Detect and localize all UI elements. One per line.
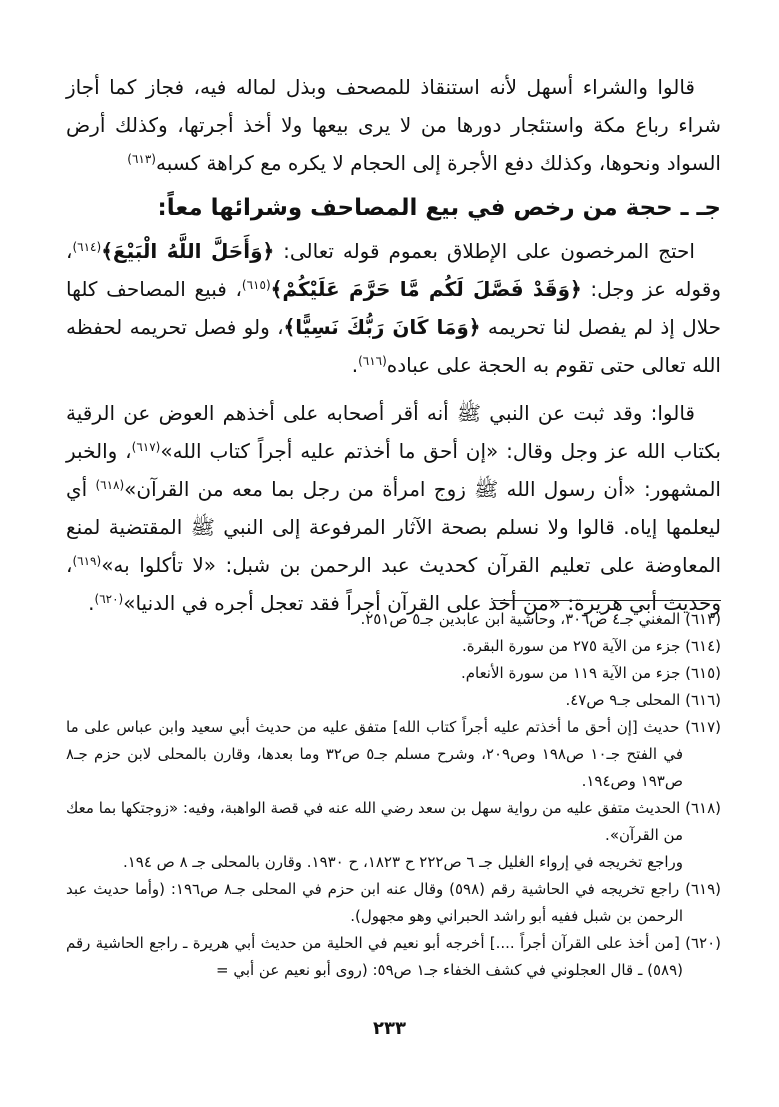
- paragraph-1: [66, 68, 721, 182]
- paragraph-2-text-3: ، فبيع المصاحف كلها حلال إذ لم يفصل لنا تحريمه: [66, 277, 721, 339]
- footnote-616: (٦١٦) المحلى جـ٩ ص٤٧.: [565, 691, 721, 709]
- footnotes: [66, 606, 721, 984]
- footnote-divider: [493, 600, 721, 601]
- footnote-618-continued: وراجع تخريجه في إرواء الغليل جـ ٦ ص٢٢٢ ح ١٨٢٣، ح ١٩٣٠. وقارن بالمحلى جـ ٨ ص ١٩٤.: [122, 853, 683, 871]
- paragraph-2-text-2: ، وقوله عز وجل:: [66, 239, 721, 301]
- footnote-ref-619[interactable]: (٦١٩): [72, 554, 102, 568]
- quran-verse-2: ﴿وَقَدْ فَصَّلَ لَكُم مَّا حَرَّمَ عَلَيْكُمْ﴾: [270, 277, 582, 301]
- paragraph-3-text-1: قالوا: وقد ثبت عن النبي ﷺ أنه أقر أصحابه على أخذهم العوض عن الرقية بكتاب الله عز وجل وقال: «إن أحق ما أخذتم عليه أجراً كتاب الله»: [66, 401, 721, 463]
- paragraph-2: [66, 232, 721, 384]
- paragraph-1-text: قالوا والشراء أسهل لأنه استنقاذ للمصحف وبذل لماله فيه، فجاز كما أجاز شراء رباع مكة واستئجار دورها من لا يرى بيعها ولا أخذ أجرتها، وكذلك أرض السواد ونحوها، وكذلك دفع الأجرة إلى الحجام لا يكره مع كراهة كسبه: [66, 75, 721, 175]
- paragraph-3: [66, 394, 721, 622]
- footnote-ref-615[interactable]: (٦١٥): [241, 278, 271, 292]
- paragraph-3-text-2: ، والخبر المشهور: «أن رسول الله ﷺ زوج امرأة من رجل بما معه من القرآن»: [66, 439, 721, 501]
- footnote-ref-617[interactable]: (٦١٧): [131, 440, 161, 454]
- quran-verse-1: ﴿وَأَحَلَّ اللَّهُ الْبَيْعَ﴾: [101, 239, 275, 263]
- footnote-ref-614[interactable]: (٦١٤): [72, 240, 102, 254]
- footnote-618: (٦١٨) الحديث متفق عليه من رواية سهل بن سعد رضي الله عنه في قصة الواهبة، وفيه: «زوجتكها بما معك من القرآن».: [66, 799, 721, 844]
- paragraph-2-text-5: .: [351, 353, 359, 377]
- paragraph-3-text-3: أي ليعلمها إياه. قالوا ولا نسلم بصحة الآثار المرفوعة إلى النبي ﷺ المقتضية لمنع المعاوضة على تعليم القرآن كحديث عبد الرحمن بن شبل: «لا تأكلوا به»: [66, 477, 721, 577]
- footnote-615: (٦١٥) جزء من الآية ١١٩ من سورة الأنعام.: [460, 664, 721, 682]
- paragraph-3-text-4: ، وحديث أبي هريرة: «من أخذ على القرآن أجراً فقد تعجل أجره في الدنيا»: [66, 553, 721, 615]
- main-text: [66, 68, 721, 622]
- footnote-619: (٦١٩) راجع تخريجه في الحاشية رقم (٥٩٨) وقال عنه ابن حزم في المحلى جـ٨ ص١٩٦: (وأما حديث عبد الرحمن بن شبل ففيه أبو راشد الحبراني وهو مجهول).: [66, 880, 721, 925]
- paragraph-2-text-1: احتج المرخصون على الإطلاق بعموم قوله تعالى:: [274, 239, 695, 263]
- footnote-620: (٦٢٠) [من أخذ على القرآن أجراً ....] أخرجه أبو نعيم في الحلية من حديث أبي هريرة ـ راجع الحاشية رقم (٥٨٩) ـ قال العجلوني في كشف الخفاء جـ١ ص٥٩: (روى أبو نعيم عن أبي =: [66, 934, 721, 979]
- quran-verse-3: ﴿وَمَا كَانَ رَبُّكَ نَسِيًّا﴾: [283, 315, 481, 339]
- footnote-ref-618[interactable]: (٦١٨): [95, 478, 125, 492]
- paragraph-2-text-4: ، ولو فصل تحريمه لحفظه الله تعالى حتى تقوم به الحجة على عباده: [66, 315, 721, 377]
- page-number: ٢٣٣: [373, 1018, 406, 1039]
- footnote-617: (٦١٧) حديث [إن أحق ما أخذتم عليه أجراً كتاب الله] متفق عليه من حديث أبي سعيد وابن عباس على ما في الفتح جـ١٠ ص١٩٨ وص٢٠٩، وشرح مسلم جـ٥ ص٣٢ وما بعدها، وقارن بالمحلى لابن حزم جـ٨ ص١٩٣ وص١٩٤.: [66, 718, 721, 790]
- footnote-613: (٦١٣) المغني جـ٤ ص٣٠٦، وحاشية ابن عابدين جـ٥ ص٢٥١.: [360, 610, 721, 628]
- paragraph-3-text-5: .: [88, 591, 95, 615]
- footnote-ref-616[interactable]: (٦١٦): [358, 354, 387, 368]
- footnote-ref-620[interactable]: (٦٢٠): [94, 592, 124, 606]
- section-heading: جـ ـ حجة من رخص في بيع المصاحف وشرائها معاً:: [157, 195, 721, 221]
- footnote-614: (٦١٤) جزء من الآية ٢٧٥ من سورة البقرة.: [461, 637, 721, 655]
- footnote-ref-613[interactable]: (٦١٣): [127, 152, 156, 166]
